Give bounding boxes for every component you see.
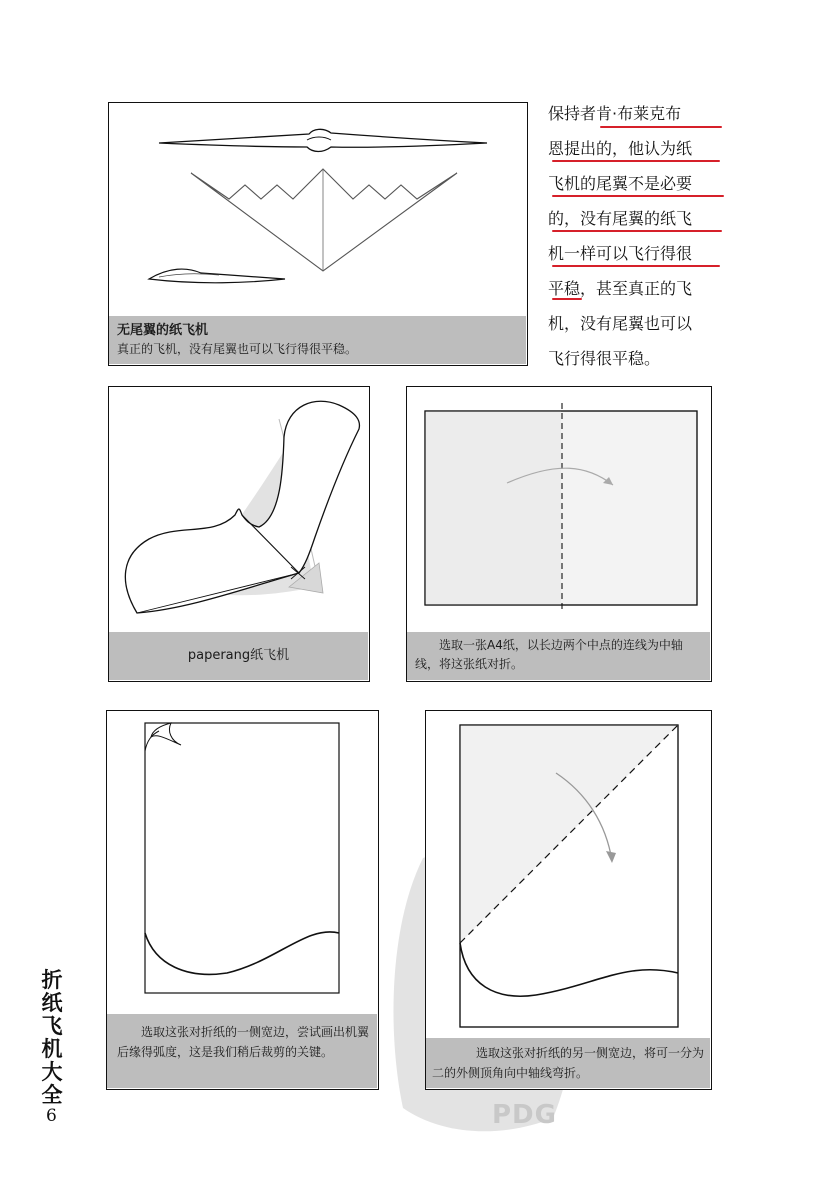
red-underline	[552, 230, 722, 232]
caption-text: 选取一张A4纸，以长边两个中点的连线为中轴线，将这张纸对折。	[415, 638, 683, 671]
red-underline	[552, 265, 720, 267]
red-underline	[552, 298, 582, 300]
red-underline	[552, 195, 724, 197]
b2-bomber-illustration	[109, 103, 526, 315]
red-underline	[600, 126, 722, 128]
figure-step3-fold-corner	[425, 710, 712, 1090]
caption-tailless	[109, 316, 526, 364]
paperang-illustration	[109, 387, 368, 631]
watermark-text: PDG	[492, 1100, 557, 1130]
side-paragraph: 保持者肯·布莱克布 恩提出的，他认为纸 飞机的尾翼不是必要 的，没有尾翼的纸飞 机一样可以飞行得很 平稳，甚至真正的飞 机，没有尾翼也可以 飞行得很平稳。	[548, 104, 693, 368]
caption-paperang	[109, 632, 368, 680]
caption-step1	[407, 632, 710, 680]
page-number: 6	[46, 1106, 57, 1126]
caption-title: 无尾翼的纸飞机	[117, 323, 209, 338]
caption-text: 选取这张对折纸的一侧宽边，尝试画出机翼后缘得弧度，这是我们稍后裁剪的关键。	[117, 1025, 370, 1059]
figure-step2-draw-curve	[106, 710, 379, 1090]
caption-text: paperang纸飞机	[187, 648, 290, 663]
figure-tailless-airplane	[108, 102, 528, 366]
book-title: 折纸飞机大全	[41, 967, 63, 1107]
wing-curve-illustration	[107, 711, 377, 1013]
corner-fold-illustration	[426, 711, 710, 1037]
figure-step1-fold-a4	[406, 386, 712, 682]
caption-text: 真正的飞机，没有尾翼也可以飞行得很平稳。	[117, 342, 358, 356]
a4-fold-illustration	[407, 387, 710, 631]
caption-step2	[107, 1014, 377, 1088]
caption-step3	[426, 1038, 710, 1088]
figure-paperang	[108, 386, 370, 682]
caption-text: 选取这张对折纸的另一侧宽边，将可一分为二的外侧顶角向中轴线弯折。	[432, 1046, 705, 1080]
red-underline	[552, 160, 720, 162]
